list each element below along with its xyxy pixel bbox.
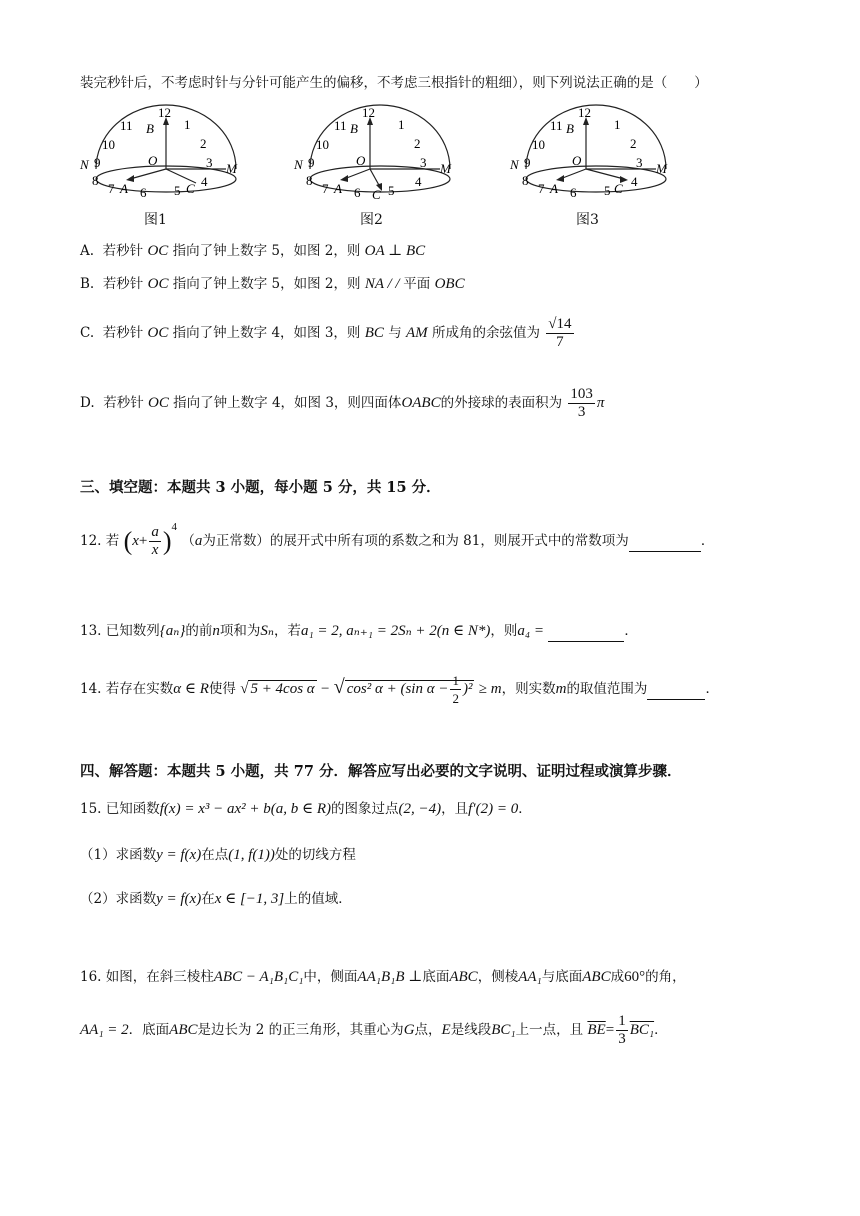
clock-diagram-2 [292,103,472,203]
question-14: 14. 若存在实数α ∈ R使得 √ 5 + 4cos α − √ cos² α + (sin α − $\frac{1}{2}$ )² ≥ m，则实数m的取值范围为 ． [80,673,719,706]
svg-text:11: 11 [334,118,347,133]
svg-text:8: 8 [306,173,313,188]
question-15-part-1: （1）求函数y = f(x)在点(1, f(1))处的切线方程 [80,847,356,863]
svg-text:C: C [372,187,381,202]
clock-diagram-1 [78,103,258,203]
question-15-part-2: （2）求函数y = f(x)在x ∈ [−1, 3]上的值域． [80,891,352,907]
option-d: D. 若秒针 OC 指向了钟上数字 4，如图 3，则四面体OABC的外接球的表面积为 $\frac{103}{3}$ π [80,386,605,420]
svg-text:M: M [656,161,667,176]
question-12: 12. 若 (x+ $\frac{a}{x}$ )$^4$ （a为正常数）的展开式中所有项的系数之和为 81，则展开式中的常数项为 ． [80,520,715,558]
svg-text:6: 6 [140,185,147,200]
svg-text:B: B [566,121,574,136]
svg-text:M: M [440,161,451,176]
q14-answer-blank[interactable] [647,679,705,700]
section-3-heading: 三、填空题：本题共 3 小题，每小题 5 分，共 15 分． [80,479,441,496]
question-16-line-2: AA₁ = 2．底面ABC是边长为 2 的正三角形，其重心为G点，E是线段BC₁上一点，且 $\overline{BE}=$ $\frac{1}{3}$ BC₁． [80,1013,668,1047]
svg-text:4: 4 [201,174,208,189]
svg-text:8: 8 [522,173,529,188]
svg-text:A: A [334,181,342,196]
svg-text:M: M [226,161,237,176]
svg-text:4: 4 [631,174,638,189]
svg-text:O: O [356,153,366,168]
svg-text:8: 8 [92,173,99,188]
svg-text:12: 12 [362,105,375,120]
option-c: C. 若秒针 OC 指向了钟上数字 4，如图 3，则 BC 与 AM 所成角的余弦值为 $\frac{√14}{7}$ [80,316,572,350]
svg-text:2: 2 [414,136,421,151]
svg-text:5: 5 [388,183,395,198]
svg-text:10: 10 [102,137,115,152]
intro-line: 装完秒针后，不考虑时针与分针可能产生的偏移，不考虑三根指针的粗细），则下列说法正确的是（ ） [80,75,708,91]
svg-text:1: 1 [184,117,191,132]
svg-text:A: A [120,181,128,196]
svg-text:C: C [614,181,623,196]
question-13: 13. 已知数列{aₙ}的前n项和为Sₙ，若a₁ = 2, aₙ₊₁ = 2Sₙ + 2(n ∈ N*)，则a₄ = ． [80,621,638,642]
svg-text:12: 12 [578,105,591,120]
svg-text:10: 10 [532,137,545,152]
figure-1-caption: 图1 [144,212,167,228]
svg-text:B: B [146,121,154,136]
svg-text:2: 2 [630,136,637,151]
svg-text:1: 1 [398,117,405,132]
figure-2-caption: 图2 [360,212,383,228]
svg-text:3: 3 [636,155,643,170]
svg-text:O: O [148,153,158,168]
clock-diagram-3 [508,103,688,203]
svg-text:4: 4 [415,174,422,189]
question-16-line-1: 16. 如图，在斜三棱柱ABC − A₁B₁C₁中，侧面AA₁B₁B ⊥底面ABC，侧棱AA₁与底面ABC成60°的角， [80,969,686,985]
svg-text:6: 6 [570,185,577,200]
svg-text:3: 3 [420,155,427,170]
svg-text:7: 7 [538,181,545,196]
svg-text:C: C [186,181,195,196]
figure-3-caption: 图3 [576,212,599,228]
svg-text:2: 2 [200,136,207,151]
svg-text:11: 11 [120,118,133,133]
svg-text:1: 1 [614,117,621,132]
svg-text:O: O [572,153,582,168]
clock-figure-3 [508,103,688,228]
svg-text:5: 5 [174,183,181,198]
svg-text:N: N [510,157,519,172]
option-d-fraction: $\frac{103}{3}$ [570,386,593,420]
q13-answer-blank[interactable] [548,621,624,642]
svg-text:9: 9 [308,155,315,170]
svg-text:A: A [550,181,558,196]
svg-text:7: 7 [322,181,329,196]
option-c-fraction: $\frac{√14}{7}$ [548,316,572,350]
svg-text:5: 5 [604,183,611,198]
svg-text:N: N [294,157,303,172]
svg-text:B: B [350,121,358,136]
svg-text:9: 9 [524,155,531,170]
svg-text:12: 12 [158,105,171,120]
svg-text:6: 6 [354,185,361,200]
svg-text:9: 9 [94,155,101,170]
svg-text:11: 11 [550,118,563,133]
question-15: 15. 已知函数f(x) = x³ − ax² + b(a, b ∈ R)的图象过点(2, −4)，且f′(2) = 0． [80,801,532,817]
svg-text:N: N [80,157,89,172]
option-a: A. 若秒针 OC 指向了钟上数字 5，如图 2，则 OA ⊥ BC [80,243,426,259]
q12-answer-blank[interactable] [629,531,701,552]
clock-figure-1 [78,103,258,228]
svg-text:3: 3 [206,155,213,170]
svg-text:10: 10 [316,137,329,152]
option-b: B. 若秒针 OC 指向了钟上数字 5，如图 2，则 NA / / 平面 OBC [80,276,465,292]
section-4-heading: 四、解答题：本题共 5 小题，共 77 分．解答应写出必要的文字说明、证明过程或演算步骤． [80,763,682,780]
clock-figure-2 [292,103,472,228]
svg-text:7: 7 [108,181,115,196]
